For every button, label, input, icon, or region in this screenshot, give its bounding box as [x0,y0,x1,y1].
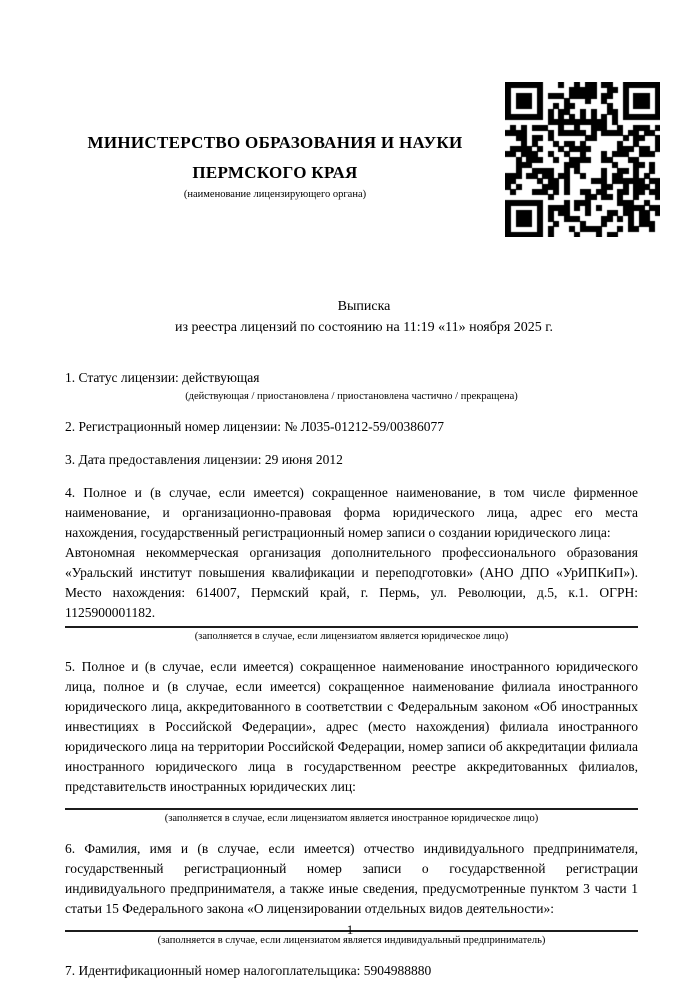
item-foreign-entity-text: 5. Полное и (в случае, если имеется) сокращенное наименование иностранного юридического лица, полное и (в случае, если имеется) сокращенное наименование филиала иностранного юридического лица, аккредитованного в соответствии с Федеральным законом «Об иностранных инвестициях в Российской Федерации», адрес (место нахождения) филиала иностранного юридического лица на территории Российской Федерации, номер записи об аккредитации филиала иностранного юридического лица в государственном реестре аккредитованных филиалов, представительств иностранных юридических лиц: [65,659,638,794]
ministry-name-line2: ПЕРМСКОГО КРАЯ [192,163,358,182]
item-legal-entity [65,483,638,644]
item-legal-entity-answer: Автономная некоммерческая организация дополнительного профессионального образования «Уральский институт повышения квалификации и переподготовки» (АНО ДПО «УрИПКиП»). Место нахождения: 614007, Пермский край, г. Пермь, ул. Революции, д.5, к.1. ОГРН: 1125900001182. [65,545,638,620]
item-legal-entity-text: 4. Полное и (в случае, если имеется) сокращенное наименование, в том числе фирменное наименование, и организационно-правовая форма юридического лица, адрес его места нахождения, государственный регистрационный номер записи о создании юридического лица: [65,485,638,540]
licensing-authority-note: (наименование лицензирующего органа) [183,189,367,200]
item-taxpayer-number-text: 7. Идентификационный номер налогоплательщика: 5904988880 [65,963,432,978]
item-foreign-entity-note: (заполняется в случае, если лицензиатом является иностранное юридическое лицо) [164,813,539,824]
extract-items [65,368,638,981]
item-license-status-text: 1. Статус лицензии: действующая [65,370,260,385]
item-grant-date [65,450,638,470]
item-individual-entrepreneur-note: (заполняется в случае, если лицензиатом является индивидуальный предприниматель) [157,935,546,946]
item-grant-date-text: 3. Дата предоставления лицензии: 29 июня 2012 [65,452,343,467]
extract-title: Выписка [337,299,391,314]
document-content [65,0,638,989]
item-foreign-entity [65,657,638,826]
extract-title-block [65,296,638,338]
item-license-status-options-note: (действующая / приостановлена / приостановлена частично / прекращена) [185,391,518,402]
ministry-name-line1: МИНИСТЕРСТВО ОБРАЗОВАНИЯ И НАУКИ [87,133,463,152]
page-number: 1 [346,922,354,937]
item-taxpayer-number [65,961,638,981]
item-legal-entity-underline [65,626,638,628]
item-legal-entity-note: (заполняется в случае, если лицензиатом является юридическое лицо) [194,631,509,642]
item-registration-number [65,417,638,437]
item-license-status [65,368,638,404]
item-individual-entrepreneur-text: 6. Фамилия, имя и (в случае, если имеется) отчество индивидуального предпринимателя, государственный регистрационный номер записи о государственной регистрации индивидуального предпринимателя, а также иные сведения, предусмотренные пунктом 3 части 1 статьи 15 Федерального закона «О лицензировании отдельных видов деятельности»: [65,841,638,916]
item-foreign-entity-underline [65,808,638,810]
extract-subtitle: из реестра лицензий по состоянию на 11:19 «11» ноября 2025 г. [175,320,553,335]
licensing-authority-header [65,128,485,202]
item-registration-number-text: 2. Регистрационный номер лицензии: № Л035-01212-59/00386077 [65,419,445,434]
